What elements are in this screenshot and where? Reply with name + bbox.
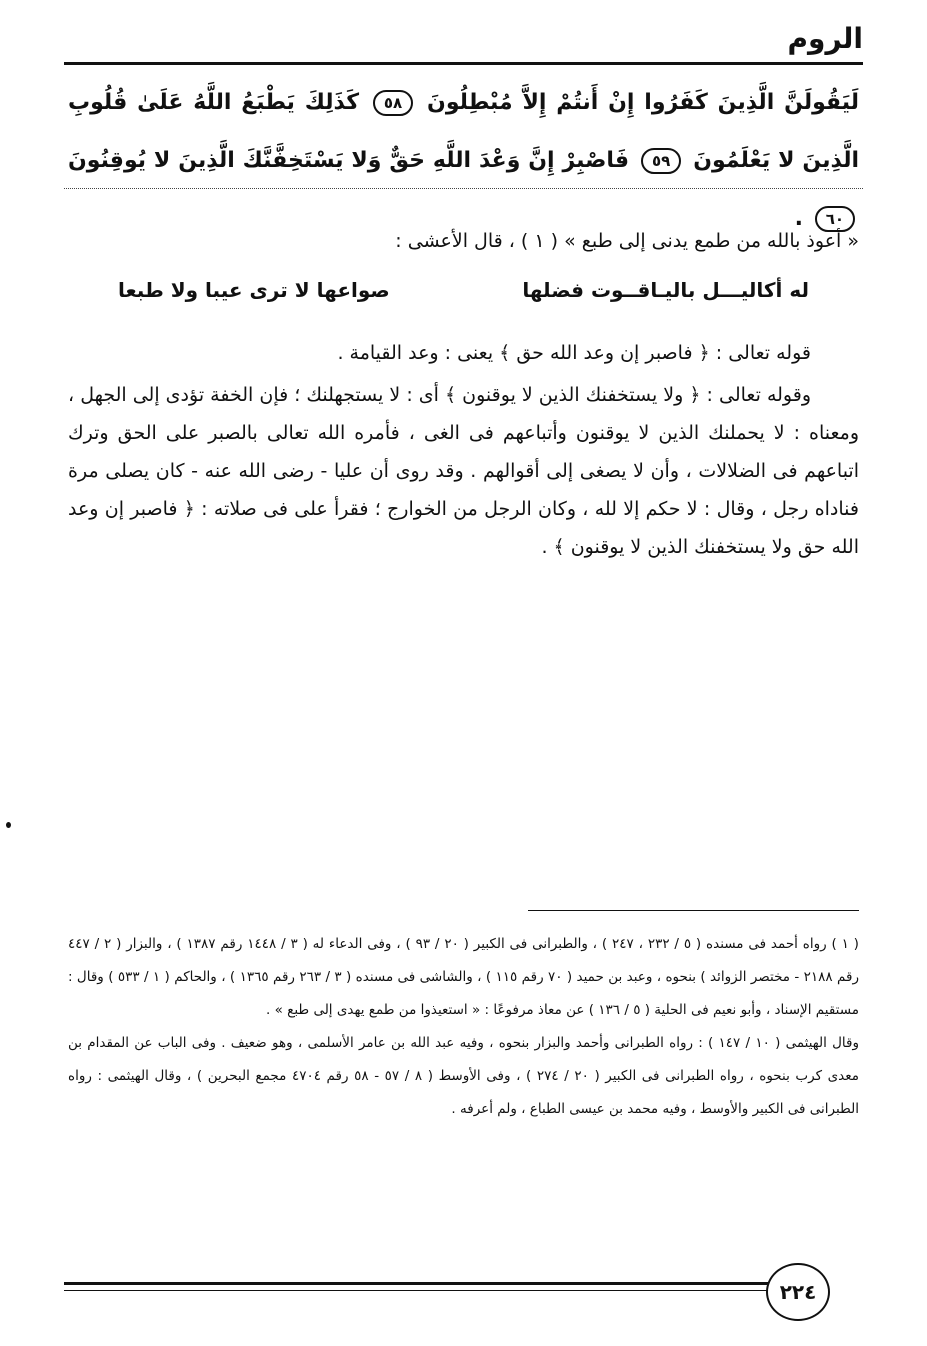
ayah-number-marker: ٥٩	[641, 148, 681, 174]
footer-rule-bottom	[64, 1290, 797, 1291]
footer-rule-top	[64, 1282, 797, 1285]
commentary-section	[68, 334, 859, 566]
quran-text-segment-1: لَيَقُولَنَّ الَّذِينَ كَفَرُوا إِنْ أَنتُمْ إِلاَّ مُبْطِلُونَ	[427, 90, 860, 115]
header-rule	[64, 62, 863, 65]
ayah-number-marker: ٦٠	[815, 206, 855, 232]
footnote-2: وقال الهيثمى ( ١٠ / ١٤٧ ) : رواه الطبرانى وأحمد والبزار بنحوه ، وفيه عبد الله بن عامر الأسلمى ، وهو ضعيف . وفى الباب عن المقدام بن معدى كرب بنحوه ، رواه الطبرانى فى الكبير ( ٢٠ / ٢٧٤ ) ، وفى الأوسط ( ٨ / ٥٧ - ٥٨ رقم ٤٧٠٤ مجمع البحرين ) ، وقال الهيثمى : رواه الطبرانى فى الكبير والأوسط ، وفيه محمد بن عيسى الطباع ، ولم أعرفه .	[68, 1035, 859, 1117]
quran-separator-rule	[64, 188, 863, 189]
footnote-1: ( ١ ) رواه أحمد فى مسنده ( ٥ / ٢٣٢ ، ٢٤٧ ) ، والطبرانى فى الكبير ( ٢٠ / ٩٣ ) ، وفى الدعاء له ( ٣ / ١٤٤٨ رقم ١٣٨٧ ) ، والبزار ( ٢ / ٤٤٧ رقم ٢١٨٨ - مختصر الزوائد ) بنحوه ، وعبد بن حميد ( ٧٠ رقم ١١٥ ) ، والشاشى فى مسنده ( ٣ / ٢٦٣ رقم ١٣٦٥ ) ، والحاكم ( ١ / ٥٣٣ ) وقال : مستقيم الإسناد ، وأبو نعيم فى الحلية ( ٥ / ١٣٦ ) عن معاذ مرفوعًا : « استعيذوا من طمع يهدى إلى طبع » .	[68, 936, 860, 1018]
poetry-verse	[118, 278, 809, 302]
commentary-paragraph-1: قوله تعالى : ﴿ فاصبر إن وعد الله حق ﴾ يعنى : وعد القيامة .	[337, 342, 811, 364]
intro-line: « أعوذ بالله من طمع يدنى إلى طبع » ( ١ ) ، قال الأعشى :	[395, 230, 859, 252]
footnotes-section	[68, 928, 859, 1126]
surah-header-title: الروم	[787, 22, 863, 55]
verse-hemistich-right: له أكاليـــل باليـاقــوت فضلها	[522, 278, 809, 302]
quran-text-segment-3: فَاصْبِرْ إِنَّ وَعْدَ اللَّهِ حَقٌّ وَلا يَسْتَخِفَّنَّكَ الَّذِينَ لا يُوقِنُونَ	[68, 148, 630, 173]
intro-line-container	[68, 222, 859, 260]
page-number-badge: ٢٢٤	[766, 1263, 830, 1321]
commentary-paragraph-2: وقوله تعالى : ﴿ ولا يستخفنك الذين لا يوقنون ﴾ أى : لا يستجهلنك ؛ فإن الخفة تؤدى إلى الجهل ، ومعناه : لا يحملنك الذين لا يوقنون وأتباعهم فى الغى ، فأمره الله تعالى بالصبر على الحق وترك اتباعهم فى الضلالات ، وأن لا يصغى إلى أقوالهم . وقد روى أن عليا - رضى الله عنه - كان يصلى مرة فناداه رجل ، وقال : لا حكم إلا لله ، وكان الرجل من الخوارج ؛ فقرأ على فى صلاته : ﴿ فاصبر إن وعد الله حق ولا يستخفنك الذين لا يوقنون ﴾ .	[68, 384, 859, 558]
footnote-separator-rule	[528, 910, 859, 911]
margin-dot	[6, 822, 11, 828]
quran-end-period: .	[794, 206, 804, 231]
verse-hemistich-left: صواعها لا ترى عيبا ولا طبعا	[118, 278, 390, 302]
quran-text-segment-2: كَذَلِكَ يَطْبَعُ اللَّهُ عَلَىٰ قُلُوبِ الَّذِينَ لا يَعْلَمُونَ	[68, 90, 859, 173]
ayah-number-marker: ٥٨	[373, 90, 413, 116]
